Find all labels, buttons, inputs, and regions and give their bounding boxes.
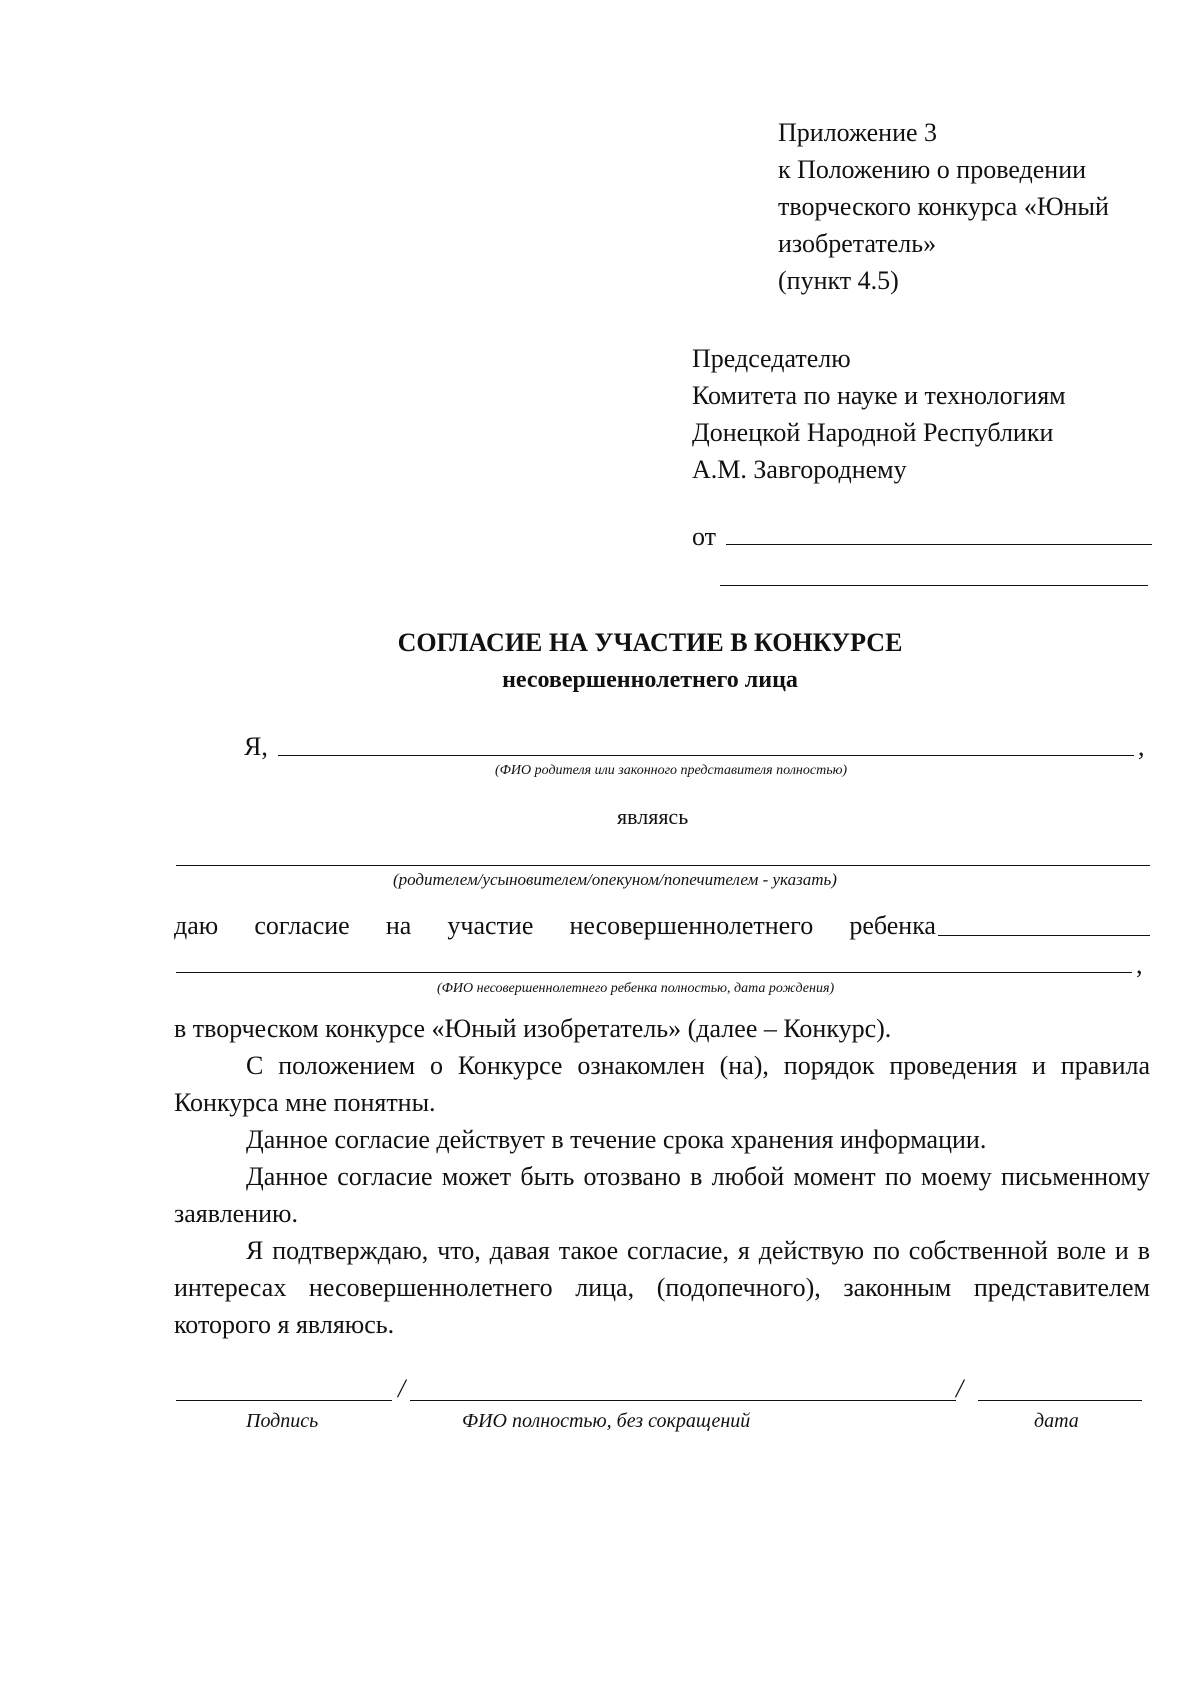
document-subtitle: несовершеннолетнего лица bbox=[502, 667, 798, 693]
appendix-line: к Положению о проведении bbox=[778, 155, 1087, 184]
i-label: Я, bbox=[244, 732, 268, 761]
date-field[interactable] bbox=[978, 1400, 1142, 1401]
addressee-line: Донецкой Народной Республики bbox=[692, 418, 1054, 447]
body-paragraph: Я подтверждаю, что, давая такое согласие, я действую по собственной воле и в интересах несовершеннолетнего лица, (подопечного), законным представителем которого я являюсь. bbox=[174, 1236, 1150, 1339]
signature-field[interactable] bbox=[176, 1400, 392, 1401]
child-name-field-2[interactable] bbox=[176, 972, 1132, 973]
addressee-line: Комитета по науке и технологиям bbox=[692, 381, 1066, 410]
body-paragraph: С положением о Конкурсе ознакомлен (на), порядок проведения и правила Конкурса мне понятны. bbox=[174, 1051, 1150, 1117]
consent-word: согласие bbox=[254, 911, 350, 940]
appendix-line: Приложение 3 bbox=[778, 118, 938, 147]
consent-line bbox=[174, 907, 936, 944]
body-paragraph: Данное согласие действует в течение срока хранения информации. bbox=[246, 1125, 987, 1154]
comma: , bbox=[1138, 732, 1145, 761]
addressee-block bbox=[692, 340, 1152, 488]
from-name-field-1[interactable] bbox=[726, 544, 1152, 545]
signature-label: Подпись bbox=[246, 1410, 319, 1432]
consent-word: несовершеннолетнего bbox=[569, 911, 814, 940]
role-field[interactable] bbox=[176, 865, 1150, 866]
document-title: СОГЛАСИЕ НА УЧАСТИЕ В КОНКУРСЕ bbox=[397, 628, 903, 657]
appendix-block bbox=[778, 114, 1178, 299]
body-paragraph: Данное согласие может быть отозвано в любой момент по моему письменному заявлению. bbox=[174, 1162, 1150, 1228]
full-name-field[interactable] bbox=[410, 1400, 956, 1401]
comma: , bbox=[1136, 950, 1143, 979]
child-name-field-1[interactable] bbox=[938, 935, 1150, 936]
parent-name-note: (ФИО родителя или законного представителя полностью) bbox=[495, 763, 848, 778]
body-paragraph: в творческом конкурсе «Юный изобретатель» (далее – Конкурс). bbox=[174, 1014, 892, 1043]
appendix-line: творческого конкурса «Юный bbox=[778, 192, 1109, 221]
role-note: (родителем/усыновителем/опекуном/попечителем - указать) bbox=[393, 870, 837, 889]
addressee-line: А.М. Завгороднему bbox=[692, 455, 907, 484]
consent-word: даю bbox=[174, 911, 219, 940]
consent-word: ребенка bbox=[849, 911, 936, 940]
date-label: дата bbox=[1034, 1410, 1079, 1432]
child-name-note: (ФИО несовершеннолетнего ребенка полностью, дата рождения) bbox=[437, 981, 835, 996]
slash: / bbox=[956, 1374, 964, 1403]
being-label: являясь bbox=[617, 804, 689, 829]
consent-word: участие bbox=[447, 911, 534, 940]
consent-word: на bbox=[385, 911, 412, 940]
parent-name-field[interactable] bbox=[278, 755, 1134, 756]
appendix-line: (пункт 4.5) bbox=[778, 266, 899, 295]
from-name-field-2[interactable] bbox=[720, 585, 1148, 586]
full-name-label: ФИО полностью, без сокращений bbox=[462, 1410, 751, 1432]
appendix-line: изобретатель» bbox=[778, 229, 937, 258]
from-label: от bbox=[692, 522, 717, 551]
addressee-line: Председателю bbox=[692, 344, 851, 373]
slash: / bbox=[398, 1374, 406, 1403]
